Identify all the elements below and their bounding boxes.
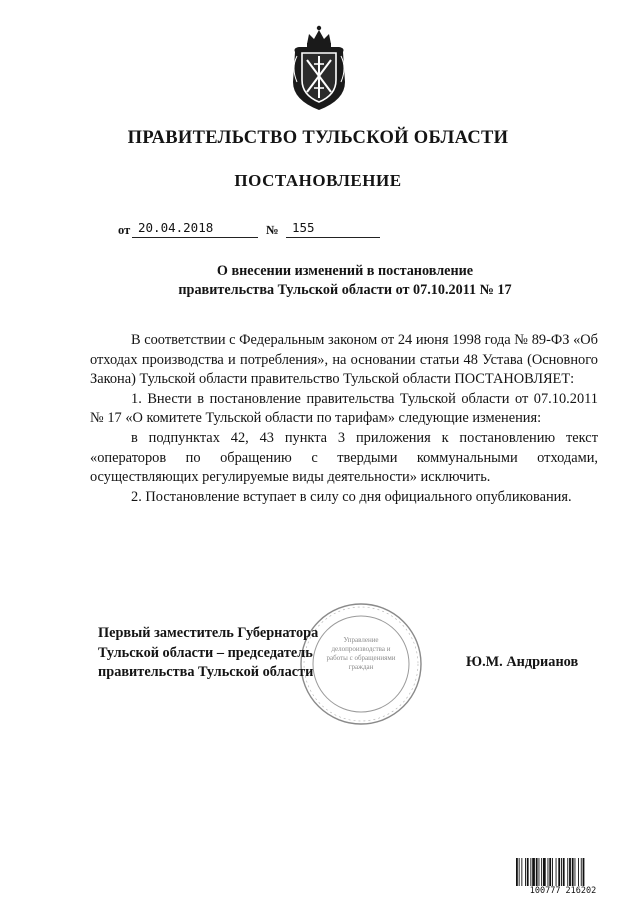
barcode-bar: [567, 858, 568, 888]
body-paragraph: 2. Постановление вступает в силу со дня официального опубликования.: [131, 488, 572, 505]
barcode-bar: [532, 858, 535, 888]
barcode-bar: [530, 858, 531, 888]
barcode-bar: [543, 858, 546, 888]
barcode-bar: [561, 858, 562, 888]
barcode-bar: [527, 858, 529, 888]
barcode-bar: [558, 858, 560, 888]
date-label: от: [118, 223, 131, 237]
signer-position: Тульской области – председатель: [98, 644, 313, 661]
document-number: 155: [286, 220, 380, 238]
body-paragraph: В соответствии с Федеральным законом от 24 июня 1998 года № 89-ФЗ «Об отходах производства и потребления», на основании статьи 48 Устава (Основного Закона) Тульской области правительство Тульской области ПОСТАНОВЛЯЕТ:: [90, 332, 598, 388]
barcode-number: 100777 216202: [515, 886, 611, 897]
barcode-bar: [575, 858, 576, 888]
document-body: [90, 331, 598, 507]
signature-block: [98, 624, 358, 683]
barcode-bar: [525, 858, 526, 888]
tula-coat-of-arms-icon: [285, 22, 353, 112]
signer-position: Первый заместитель Губернатора: [98, 625, 319, 641]
body-paragraph: 1. Внести в постановление правительства Тульской области от 07.10.2011 № 17 «О комитете Тульской области по тарифам» следующие изменения:: [90, 390, 598, 427]
barcode-bar: [583, 858, 585, 888]
barcode-bar: [536, 858, 538, 888]
document-subject: [120, 262, 570, 300]
barcode-bar: [516, 858, 518, 888]
org-title: ПРАВИТЕЛЬСТВО ТУЛЬСКОЙ ОБЛАСТИ: [127, 128, 509, 148]
barcode-bar: [539, 858, 540, 888]
barcode-bar: [578, 858, 579, 888]
number-label: №: [266, 223, 279, 237]
barcode-bar: [549, 858, 551, 888]
barcode-bar: [572, 858, 574, 888]
barcode: [515, 858, 611, 888]
barcode-bar: [569, 858, 571, 888]
barcode-bar: [521, 858, 522, 888]
stamp-center-text: Управление делопроизводства и работы с обращениями граждан: [326, 636, 396, 671]
document-meta: [118, 218, 418, 240]
barcode-bar: [519, 858, 520, 888]
barcode-bar: [552, 858, 553, 888]
subject-line: О внесении изменений в постановление: [216, 263, 474, 279]
signer-position: правительства Тульской области: [98, 664, 314, 681]
subject-line: правительства Тульской области от 07.10.2011 № 17: [178, 282, 512, 298]
barcode-bar: [581, 858, 582, 888]
signer-name: Ю.М. Андрианов: [466, 654, 579, 670]
barcode-bar: [548, 858, 549, 888]
barcode-bar: [556, 858, 557, 888]
barcode-bar: [541, 858, 542, 888]
body-paragraph: в подпунктах 42, 43 пункта 3 приложения к постановлению текст «операторов по обращению с твердыми коммунальными отходами, осуществляющих регулируемые виды деятельности» исключить.: [90, 429, 598, 486]
barcode-bar: [563, 858, 565, 888]
document-type: ПОСТАНОВЛЕНИЕ: [234, 171, 402, 190]
document-date: 20.04.2018: [132, 220, 258, 238]
